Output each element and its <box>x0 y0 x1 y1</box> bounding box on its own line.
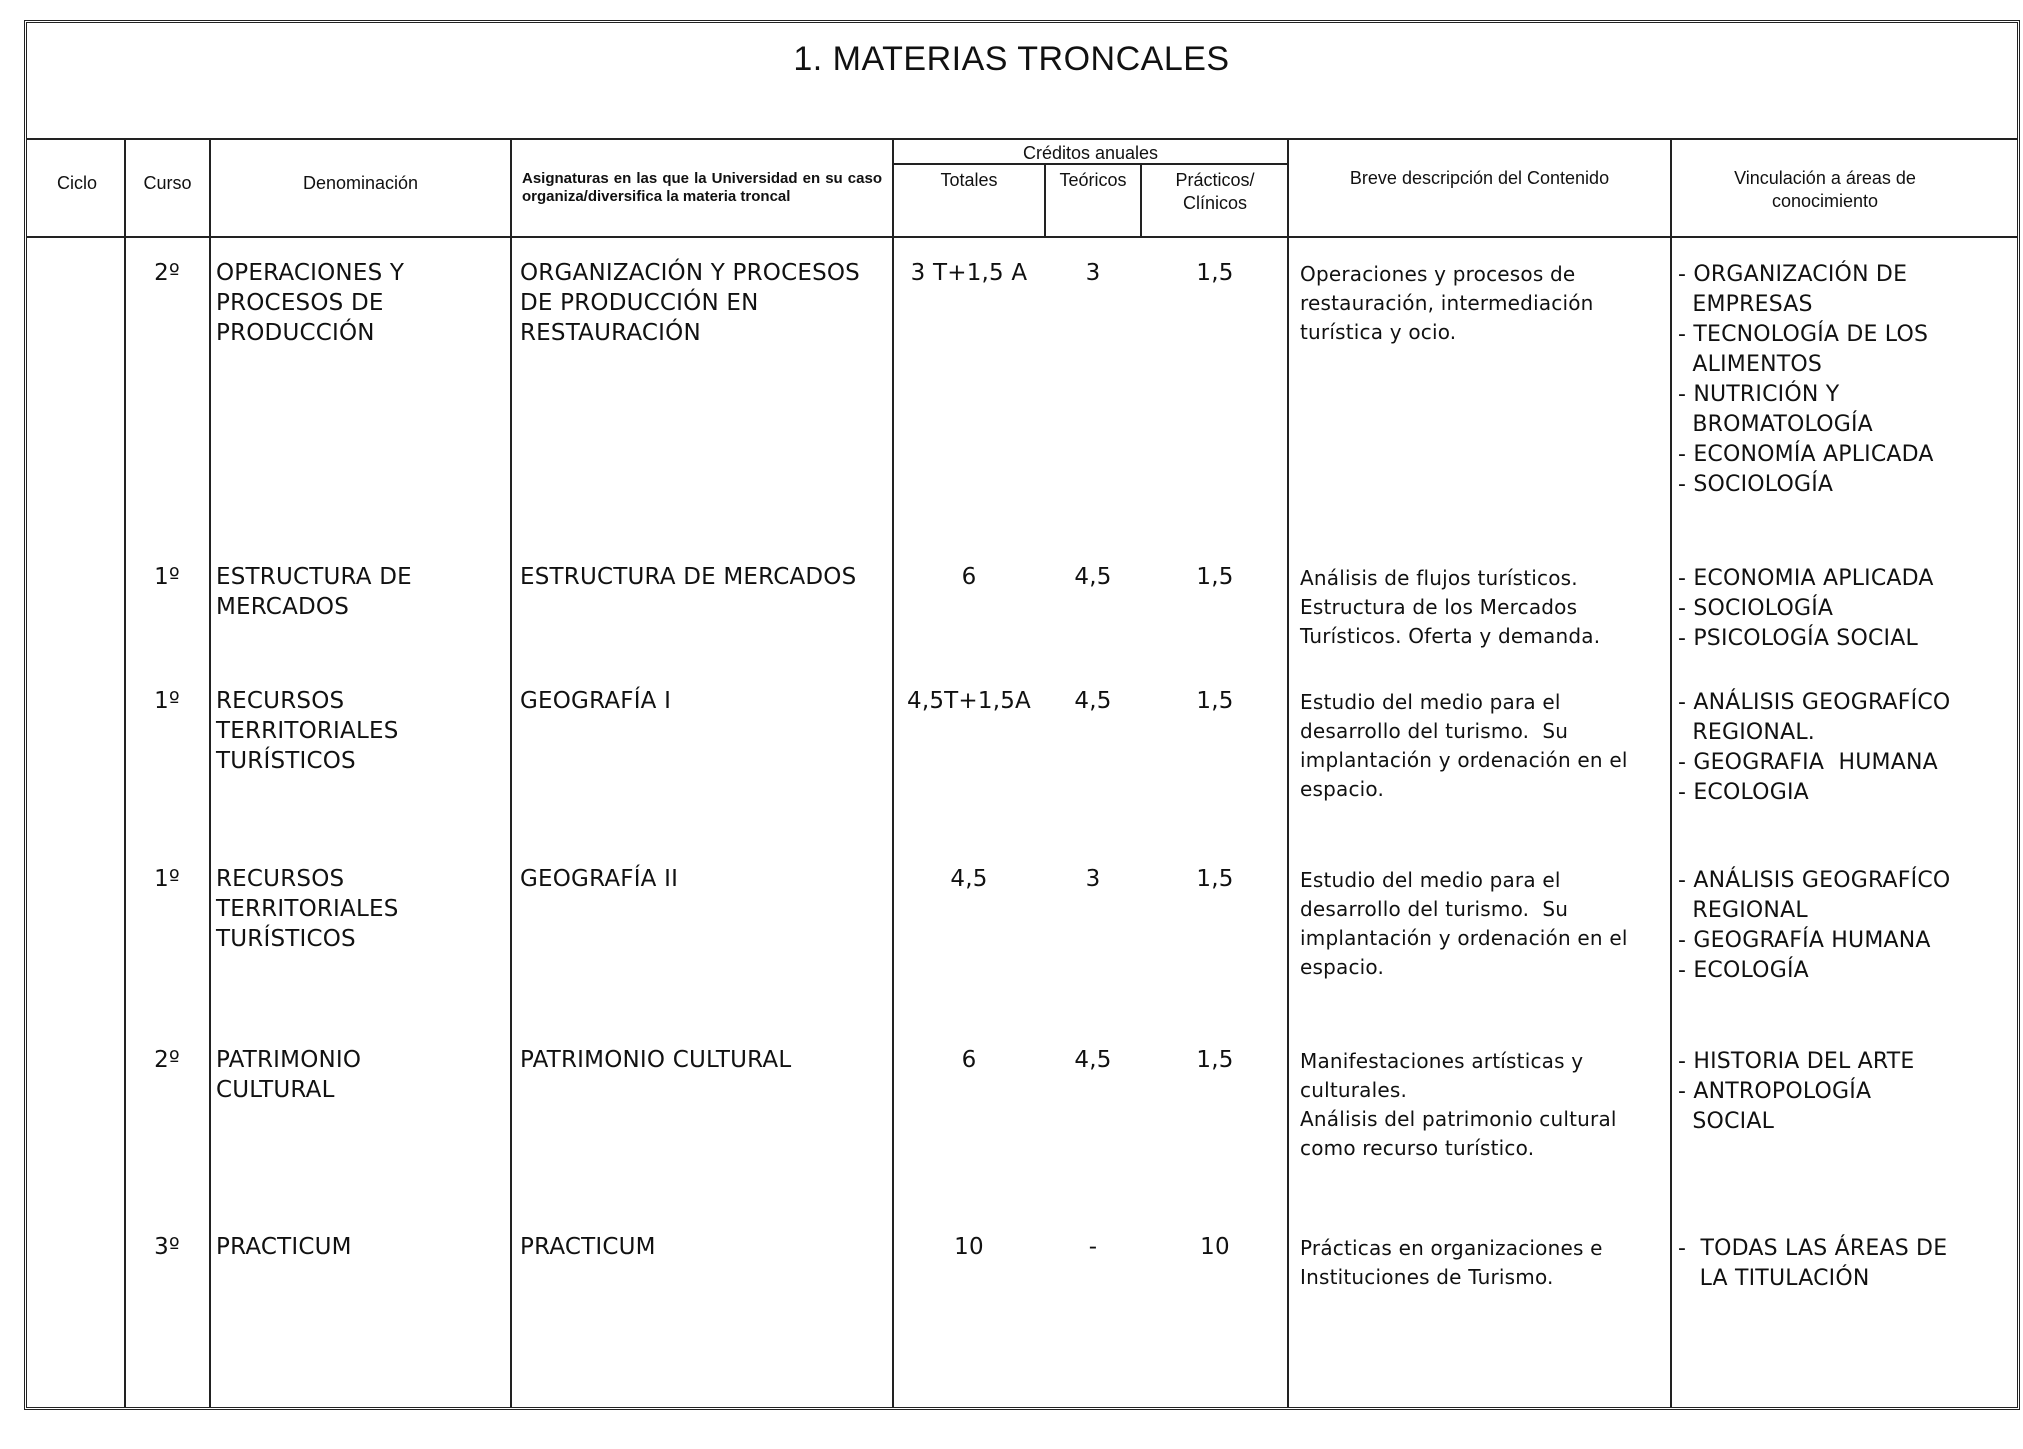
row-denominacion-line: RECURSOS <box>216 688 345 714</box>
row-asignatura-line: DE PRODUCCIÓN EN <box>520 290 759 316</box>
row-descripcion-line: espacio. <box>1300 777 1385 801</box>
col-divider-2 <box>209 139 211 1407</box>
row-descripcion-line: implantación y ordenación en el <box>1300 748 1628 772</box>
header-curso: Curso <box>143 173 192 193</box>
row-practicos: 1,5 <box>1196 564 1234 590</box>
row-teoricos: - <box>1088 1234 1098 1260</box>
row-asignatura-line: ESTRUCTURA DE MERCADOS <box>520 564 857 590</box>
row-practicos: 1,5 <box>1196 260 1234 286</box>
row-asignatura <box>520 686 890 716</box>
header-vinculacion: Vinculación a áreas de conocimiento <box>1734 168 1916 211</box>
row-asignatura <box>520 1232 890 1262</box>
row-denominacion-line: TURÍSTICOS <box>216 748 356 774</box>
row-descripcion-line: desarrollo del turismo. Su <box>1300 719 1569 743</box>
row-descripcion-line: Estudio del medio para el <box>1300 690 1561 714</box>
row-asignatura-line: ORGANIZACIÓN Y PROCESOS <box>520 260 860 286</box>
row-descripcion-line: Instituciones de Turismo. <box>1300 1265 1554 1289</box>
row-areas-line: - GEOGRAFÍA HUMANA <box>1678 928 1931 953</box>
row-curso: 2º <box>154 1047 180 1073</box>
row-areas-line: EMPRESAS <box>1678 292 1813 317</box>
row-denominacion <box>216 562 506 622</box>
row-curso: 1º <box>154 866 180 892</box>
row-areas-line: - SOCIOLOGÍA <box>1678 472 1834 497</box>
row-teoricos: 4,5 <box>1074 1047 1112 1073</box>
header-practicos: Prácticos/ Clínicos <box>1175 170 1255 213</box>
row-descripcion-line: Análisis del patrimonio cultural <box>1300 1107 1617 1131</box>
row-denominacion-line: PRODUCCIÓN <box>216 320 375 346</box>
row-teoricos: 3 <box>1085 866 1101 892</box>
row-areas <box>1678 688 2008 808</box>
row-areas-line: - NUTRICIÓN Y <box>1678 382 1840 407</box>
col-divider-3 <box>510 139 512 1407</box>
row-areas-line: - TODAS LAS ÁREAS DE <box>1678 1236 1948 1261</box>
row-denominacion-line: TERRITORIALES <box>216 718 399 744</box>
row-areas-line: - ECOLOGÍA <box>1678 958 1809 983</box>
row-curso: 1º <box>154 688 180 714</box>
row-areas-line: - HISTORIA DEL ARTE <box>1678 1049 1915 1074</box>
row-asignatura <box>520 562 890 592</box>
row-denominacion <box>216 686 506 776</box>
row-areas-line: - PSICOLOGÍA SOCIAL <box>1678 626 1918 651</box>
row-areas-line: - ANÁLISIS GEOGRAFÍCO <box>1678 690 1951 715</box>
row-totales: 4,5T+1,5A <box>906 688 1031 714</box>
row-practicos: 1,5 <box>1196 688 1234 714</box>
row-areas-line: - ECONOMÍA APLICADA <box>1678 442 1934 467</box>
row-descripcion <box>1300 564 1668 651</box>
row-curso: 3º <box>154 1234 180 1260</box>
row-areas-line: - ANÁLISIS GEOGRAFÍCO <box>1678 868 1951 893</box>
row-areas <box>1678 260 2008 500</box>
row-asignatura-line: RESTAURACIÓN <box>520 320 701 346</box>
title-divider <box>27 138 2017 140</box>
row-asignatura <box>520 258 890 348</box>
row-descripcion-line: Operaciones y procesos de <box>1300 262 1576 286</box>
header-ciclo: Ciclo <box>56 173 97 193</box>
row-areas-line: SOCIAL <box>1678 1109 1775 1134</box>
row-denominacion <box>216 864 506 954</box>
row-areas-line: - ANTROPOLOGÍA <box>1678 1079 1872 1104</box>
row-areas-line: REGIONAL. <box>1678 720 1815 745</box>
row-areas <box>1678 866 2008 986</box>
page-title: 1. MATERIAS TRONCALES <box>793 40 1230 78</box>
col-divider-7 <box>1287 139 1289 1407</box>
row-denominacion <box>216 1232 506 1262</box>
row-denominacion-line: TERRITORIALES <box>216 896 399 922</box>
row-descripcion <box>1300 1047 1668 1163</box>
row-totales: 10 <box>954 1234 984 1260</box>
row-denominacion-line: PATRIMONIO <box>216 1047 362 1073</box>
col-divider-6 <box>1140 164 1142 238</box>
row-areas-line: LA TITULACIÓN <box>1678 1266 1870 1291</box>
row-totales: 3 T+1,5 A <box>910 260 1028 286</box>
row-descripcion-line: espacio. <box>1300 955 1385 979</box>
header-denominacion: Denominación <box>302 173 419 193</box>
col-divider-8 <box>1670 139 1672 1407</box>
row-areas-line: REGIONAL <box>1678 898 1808 923</box>
row-areas-line: - ECONOMIA APLICADA <box>1678 566 1934 591</box>
row-descripcion-line: Turísticos. Oferta y demanda. <box>1300 624 1601 648</box>
row-teoricos: 4,5 <box>1074 564 1112 590</box>
row-descripcion-line: desarrollo del turismo. Su <box>1300 897 1569 921</box>
row-descripcion-line: Prácticas en organizaciones e <box>1300 1236 1603 1260</box>
row-totales: 6 <box>961 564 977 590</box>
col-divider-1 <box>124 139 126 1407</box>
row-curso: 1º <box>154 564 180 590</box>
row-denominacion-line: OPERACIONES Y <box>216 260 405 286</box>
row-denominacion-line: CULTURAL <box>216 1077 335 1103</box>
header-totales: Totales <box>940 170 998 190</box>
row-descripcion-line: Estudio del medio para el <box>1300 868 1561 892</box>
row-denominacion <box>216 258 506 348</box>
row-descripcion-line: Estructura de los Mercados <box>1300 595 1578 619</box>
row-descripcion <box>1300 260 1668 347</box>
row-descripcion-line: implantación y ordenación en el <box>1300 926 1628 950</box>
header-asignaturas: Asignaturas en las que la Universidad en su caso organiza/diversifica la materia troncal <box>522 170 882 205</box>
row-asignatura-line: GEOGRAFÍA II <box>520 866 679 892</box>
header-divider <box>27 236 2017 238</box>
row-practicos: 1,5 <box>1196 866 1234 892</box>
header-creditos: Créditos anuales <box>1022 143 1159 163</box>
row-totales: 6 <box>961 1047 977 1073</box>
row-totales: 4,5 <box>950 866 988 892</box>
row-teoricos: 4,5 <box>1074 688 1112 714</box>
row-areas <box>1678 564 2008 654</box>
row-asignatura <box>520 1045 890 1075</box>
row-practicos: 1,5 <box>1196 1047 1234 1073</box>
row-descripcion-line: Manifestaciones artísticas y <box>1300 1049 1584 1073</box>
row-descripcion-line: como recurso turístico. <box>1300 1136 1535 1160</box>
row-denominacion-line: ESTRUCTURA DE <box>216 564 412 590</box>
row-areas-line: - SOCIOLOGÍA <box>1678 596 1834 621</box>
row-descripcion-line: restauración, intermediación <box>1300 291 1594 315</box>
row-areas-line: - ORGANIZACIÓN DE <box>1678 262 1908 287</box>
row-areas <box>1678 1047 2008 1137</box>
col-divider-4 <box>892 139 894 1407</box>
row-areas <box>1678 1234 2008 1294</box>
row-denominacion-line: RECURSOS <box>216 866 345 892</box>
row-teoricos: 3 <box>1085 260 1101 286</box>
row-descripcion <box>1300 688 1668 804</box>
row-asignatura-line: GEOGRAFÍA I <box>520 688 672 714</box>
row-areas-line: BROMATOLOGÍA <box>1678 412 1873 437</box>
row-descripcion <box>1300 1234 1668 1292</box>
row-areas-line: - TECNOLOGÍA DE LOS <box>1678 322 1929 347</box>
row-asignatura-line: PATRIMONIO CULTURAL <box>520 1047 792 1073</box>
row-denominacion-line: TURÍSTICOS <box>216 926 356 952</box>
row-asignatura-line: PRACTICUM <box>520 1234 656 1260</box>
row-areas-line: - ECOLOGIA <box>1678 780 1809 805</box>
row-descripcion-line: turística y ocio. <box>1300 320 1457 344</box>
row-denominacion-line: PRACTICUM <box>216 1234 352 1260</box>
row-denominacion <box>216 1045 506 1105</box>
row-denominacion-line: PROCESOS DE <box>216 290 384 316</box>
row-descripcion <box>1300 866 1668 982</box>
row-areas-line: ALIMENTOS <box>1678 352 1823 377</box>
row-asignatura <box>520 864 890 894</box>
row-descripcion-line: culturales. <box>1300 1078 1408 1102</box>
row-areas-line: - GEOGRAFIA HUMANA <box>1678 750 1938 775</box>
row-practicos: 10 <box>1200 1234 1230 1260</box>
row-descripcion-line: Análisis de flujos turísticos. <box>1300 566 1578 590</box>
header-descripcion: Breve descripción del Contenido <box>1349 168 1610 188</box>
row-denominacion-line: MERCADOS <box>216 594 350 620</box>
row-curso: 2º <box>154 260 180 286</box>
header-teoricos: Teóricos <box>1059 170 1127 190</box>
